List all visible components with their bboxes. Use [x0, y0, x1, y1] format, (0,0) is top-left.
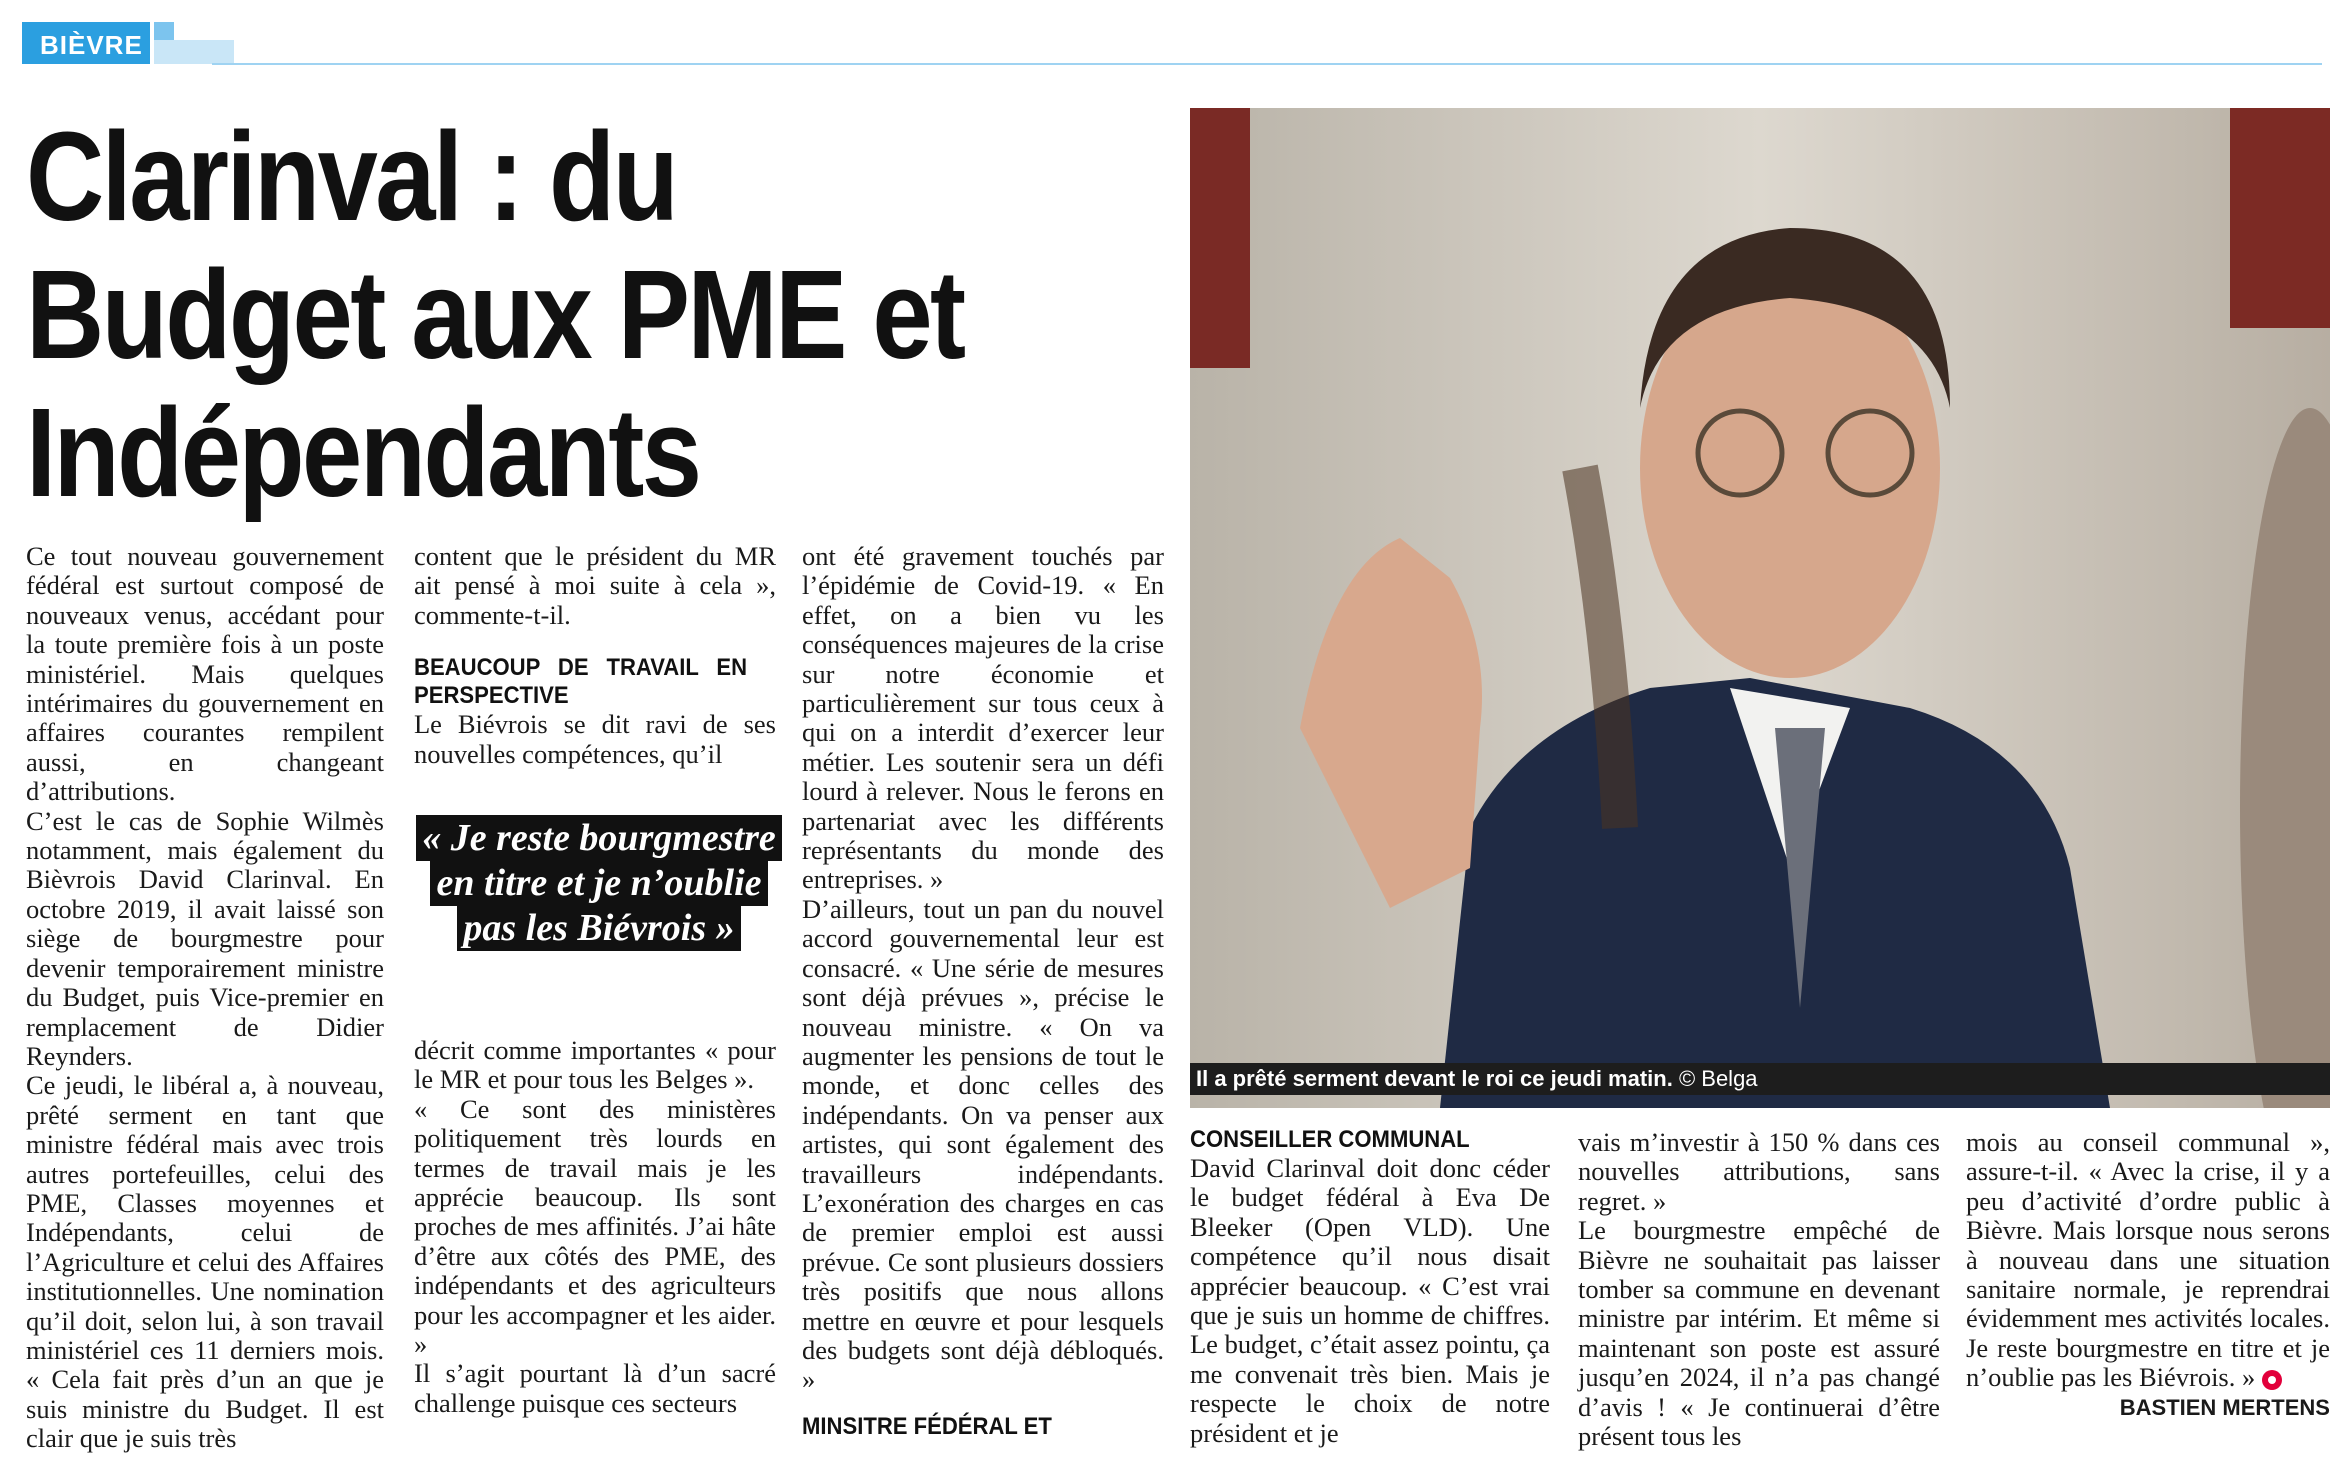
paragraph: Le bourgmestre empêché de Bièvre ne souhaitait pas laisser tomber sa commune en devenant ministre par intérim. Et même si maintenant son poste est assuré jusqu’en 2024, il n’a pas changé d’avis ! « Je continuerai d’être présent tous les	[1578, 1215, 1940, 1452]
paragraph-text: mois au conseil communal », assure-t-il. « Avec la crise, il y a peu d’activité d’ordre public à Bièvre. Mais lorsque nous serons à nouveau dans une situation sanitaire normale, je reprendrai évidemment mes activités locales. Je reste bourgmestre en titre et je n’oublie pas les Biévrois. »	[1966, 1127, 2330, 1393]
paragraph: décrit comme importantes « pour le MR et pour tous les Belges ».	[414, 1035, 776, 1095]
subheading: MINSITRE FÉDÉRAL ET	[802, 1412, 1052, 1440]
paragraph: ont été gravement touchés par l’épidémie de Covid-19. « En effet, on a bien vu les conséquences majeures de la crise sur notre économie et particulièrement sur tous ceux à qui on a interdit d’exercer leur métier. Les soutenir sera un défi lourd à relever. Nous le ferons en partenariat avec les différents représentants du monde des entreprises. »	[802, 541, 1164, 895]
paragraph: Ce jeudi, le libéral a, à nouveau, prêté serment en tant que ministre fédéral mais avec trois autres portefeuilles, celui des PME, Classes moyennes et Indépendants, celui de l’Agriculture et celui des Affaires institutionnelles. Une nomination qu’il doit, selon lui, à son travail ministériel ces 11 derniers mois. « Cela fait près d’un an que je suis ministre du Budget. Il est clair que je suis très	[26, 1070, 384, 1454]
paragraph: Le Biévrois se dit ravi de ses nouvelles compétences, qu’il	[414, 709, 776, 769]
pull-quote-text: « Je reste bourgmestre en titre et je n’oublie pas les Biévrois »	[416, 815, 782, 951]
article-column-3	[802, 542, 1164, 1441]
paragraph: C’est le cas de Sophie Wilmès notamment, mais également du Bièvrois David Clarinval. En octobre 2019, il avait laissé son siège de bourgmestre pour devenir temporairement ministre du Budget, puis Vice-premier en remplacement de Didier Reynders.	[26, 805, 384, 1071]
caption-credit: © Belga	[1678, 1066, 1758, 1091]
section-tag	[22, 22, 150, 64]
subheading: BEAUCOUP DE TRAVAIL EN PERSPECTIVE	[414, 654, 748, 710]
caption-text: Il a prêté serment devant le roi ce jeudi matin.	[1196, 1066, 1673, 1091]
pull-quote	[414, 816, 784, 951]
paragraph: « Ce sont des ministères politiquement très lourds en termes de travail mais je les apprécie beaucoup. Ils sont proches de mes affinités. J’ai hâte d’être aux côtés des PME, des indépendants et des agriculteurs pour les accompagner et les aider. »	[414, 1093, 776, 1360]
section-rule	[212, 63, 2322, 65]
photo-caption	[1190, 1063, 2330, 1095]
paragraph: content que le président du MR ait pensé à moi suite à cela », commente-t-il.	[414, 541, 776, 630]
article-column-6	[1966, 1128, 2330, 1422]
article-column-1	[26, 542, 384, 1454]
article-column-4	[1190, 1126, 1550, 1448]
photo-illustration	[1190, 108, 2330, 1108]
paragraph: D’ailleurs, tout un pan du nouvel accord gouvernemental leur est consacré. « Une série de mesures sont déjà prévues », précise le nouveau ministre. « On va augmenter les pensions de tout le monde, et donc celles des indépendants. On va penser aux artistes, qui sont également des travailleurs indépendants. L’exonération des charges en cas de premier emploi est aussi prévue. Ce sont plusieurs dossiers très positifs que nous allons mettre en œuvre et pour lesquels des budgets sont déjà débloqués. »	[802, 893, 1164, 1395]
article-column-2-bottom	[414, 1036, 776, 1418]
paragraph: vais m’investir à 150 % dans ces nouvelles attributions, sans regret. »	[1578, 1127, 1940, 1216]
paragraph: David Clarinval doit donc céder le budget fédéral à Eva De Bleeker (Open VLD). Une compétence qu’il nous disait apprécier beaucoup. « C’est vrai que je suis un homme de chiffres. Le budget, c’était assez pointu, ça me convenait très bien. Mais je respecte le choix de notre président et je	[1190, 1153, 1550, 1448]
subheading: CONSEILLER COMMUNAL	[1190, 1126, 1470, 1153]
author-signature: BASTIEN MERTENS	[2119, 1394, 2330, 1420]
logo-dot-icon	[2262, 1370, 2282, 1390]
paragraph: Il s’agit pourtant là d’un sacré challenge puisque ces secteurs	[414, 1358, 776, 1418]
paragraph: Ce tout nouveau gouvernement fédéral est surtout composé de nouveaux venus, accédant pour la toute première fois à un poste ministériel. Mais quelques intérimaires du gouvernement en affaires courantes rempilent aussi, en changeant d’attributions.	[26, 541, 384, 807]
headline: Clarinval : du Budget aux PME et Indépendants	[26, 106, 964, 523]
section-tag-label: BIÈVRE	[40, 30, 143, 60]
article-photo	[1190, 108, 2330, 1108]
paragraph	[1966, 1128, 2330, 1393]
article-column-2	[414, 542, 776, 769]
article-column-5	[1578, 1128, 1940, 1451]
